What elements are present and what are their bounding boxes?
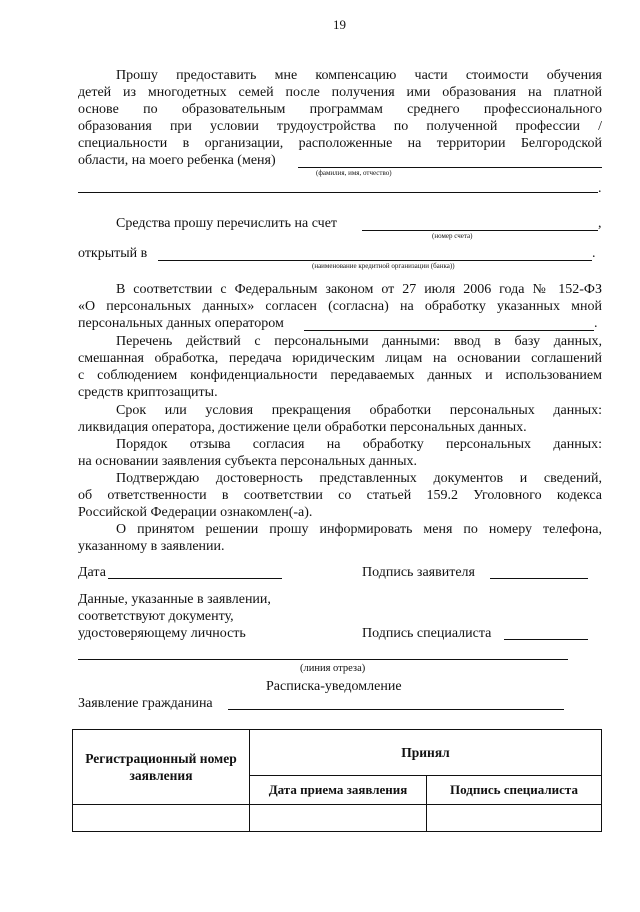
reg-number-cell[interactable] (73, 805, 250, 832)
p1-line-5: специальности в организации, расположенные на территории Белгородской (78, 136, 602, 151)
term-line-1: Срок или условия прекращения обработки персональных данных: (116, 403, 602, 418)
bank-field-line (158, 260, 592, 261)
revoke-line-2: на основании заявления субъекта персональных данных. (78, 454, 418, 469)
date-field-line (108, 578, 282, 579)
specialist-signature-label: Подпись специалиста (362, 626, 492, 641)
data-line-1: Данные, указанные в заявлении, (78, 592, 271, 607)
confirm-line-3: Российской Федерации ознакомлен(-а). (78, 505, 313, 520)
bank-label: открытый в (78, 246, 148, 261)
fio-caption: (фамилия, имя, отчество) (316, 169, 392, 177)
sign-cell[interactable] (427, 805, 602, 832)
applicant-signature-line (490, 578, 588, 579)
operator-dot: . (594, 316, 598, 331)
p1-line-4: образования при условии трудоустройства по полученной профессии / (78, 119, 602, 134)
cut-line (78, 659, 568, 660)
inform-line-2: указанному в заявлении. (78, 539, 225, 554)
p1-line-1: Прошу предоставить мне компенсацию части стоимости обучения (116, 68, 602, 83)
cut-line-label: (линия отреза) (300, 663, 366, 674)
actions-line-1: Перечень действий с персональными данными: ввод в базу данных, (116, 334, 602, 349)
account-caption: (номер счета) (432, 232, 473, 240)
revoke-line-1: Порядок отзыва согласия на обработку персональных данных: (116, 437, 602, 452)
receipt-table (72, 729, 602, 832)
confirm-line-1: Подтверждаю достоверность представленных документов и сведений, (116, 471, 602, 486)
data-line-3: удостоверяющему личность (78, 626, 246, 641)
consent-last-line: персональных данных оператором (78, 316, 284, 331)
consent-line-2: «О персональных данных» согласен (согласна) на обработку указанных мной (78, 299, 602, 314)
table-row (73, 805, 602, 832)
fio-dot: . (598, 181, 602, 196)
p1-last-line: области, на моего ребенка (меня) (78, 153, 276, 168)
applicant-signature-label: Подпись заявителя (362, 565, 475, 580)
accepted-header: Принял (250, 730, 602, 776)
account-field-line (362, 230, 598, 231)
sign-header: Подпись специалиста (427, 776, 602, 805)
actions-line-2: смешанная обработка, передача юридическим лицам на основании соглашений (78, 351, 602, 366)
citizen-label: Заявление гражданина (78, 696, 213, 711)
bank-dot: . (592, 246, 596, 261)
p1-line-3: основе по образовательным программам среднего профессионального (78, 102, 602, 117)
date-header: Дата приема заявления (250, 776, 427, 805)
data-line-2: соответствуют документу, (78, 609, 234, 624)
term-line-2: ликвидация оператора, достижение цели обработки персональных данных. (78, 420, 527, 435)
account-comma: , (598, 216, 602, 231)
specialist-signature-line (504, 639, 588, 640)
citizen-field-line (228, 709, 564, 710)
date-cell[interactable] (250, 805, 427, 832)
inform-line-1: О принятом решении прошу информировать меня по номеру телефона, (116, 522, 602, 537)
date-label: Дата (78, 565, 106, 580)
fio-continuation-line (78, 192, 598, 193)
reg-number-header: Регистрационный номер заявления (73, 730, 250, 805)
actions-line-3: с соблюдением конфиденциальности передаваемых данных и использованием (78, 368, 602, 383)
fio-field-line (298, 167, 602, 168)
receipt-title: Расписка-уведомление (266, 679, 402, 694)
actions-line-4: средств криптозащиты. (78, 385, 218, 400)
bank-caption: (наименование кредитной организации (банка)) (312, 262, 455, 270)
p1-line-2: детей из многодетных семей после получения ими образования на платной (78, 85, 602, 100)
account-label: Средства прошу перечислить на счет (116, 216, 338, 231)
page-number: 19 (333, 17, 346, 32)
operator-field-line (304, 330, 594, 331)
consent-line-1: В соответствии с Федеральным законом от 27 июля 2006 года № 152-ФЗ (116, 282, 602, 297)
confirm-line-2: об ответственности в соответствии со статьей 159.2 Уголовного кодекса (78, 488, 602, 503)
